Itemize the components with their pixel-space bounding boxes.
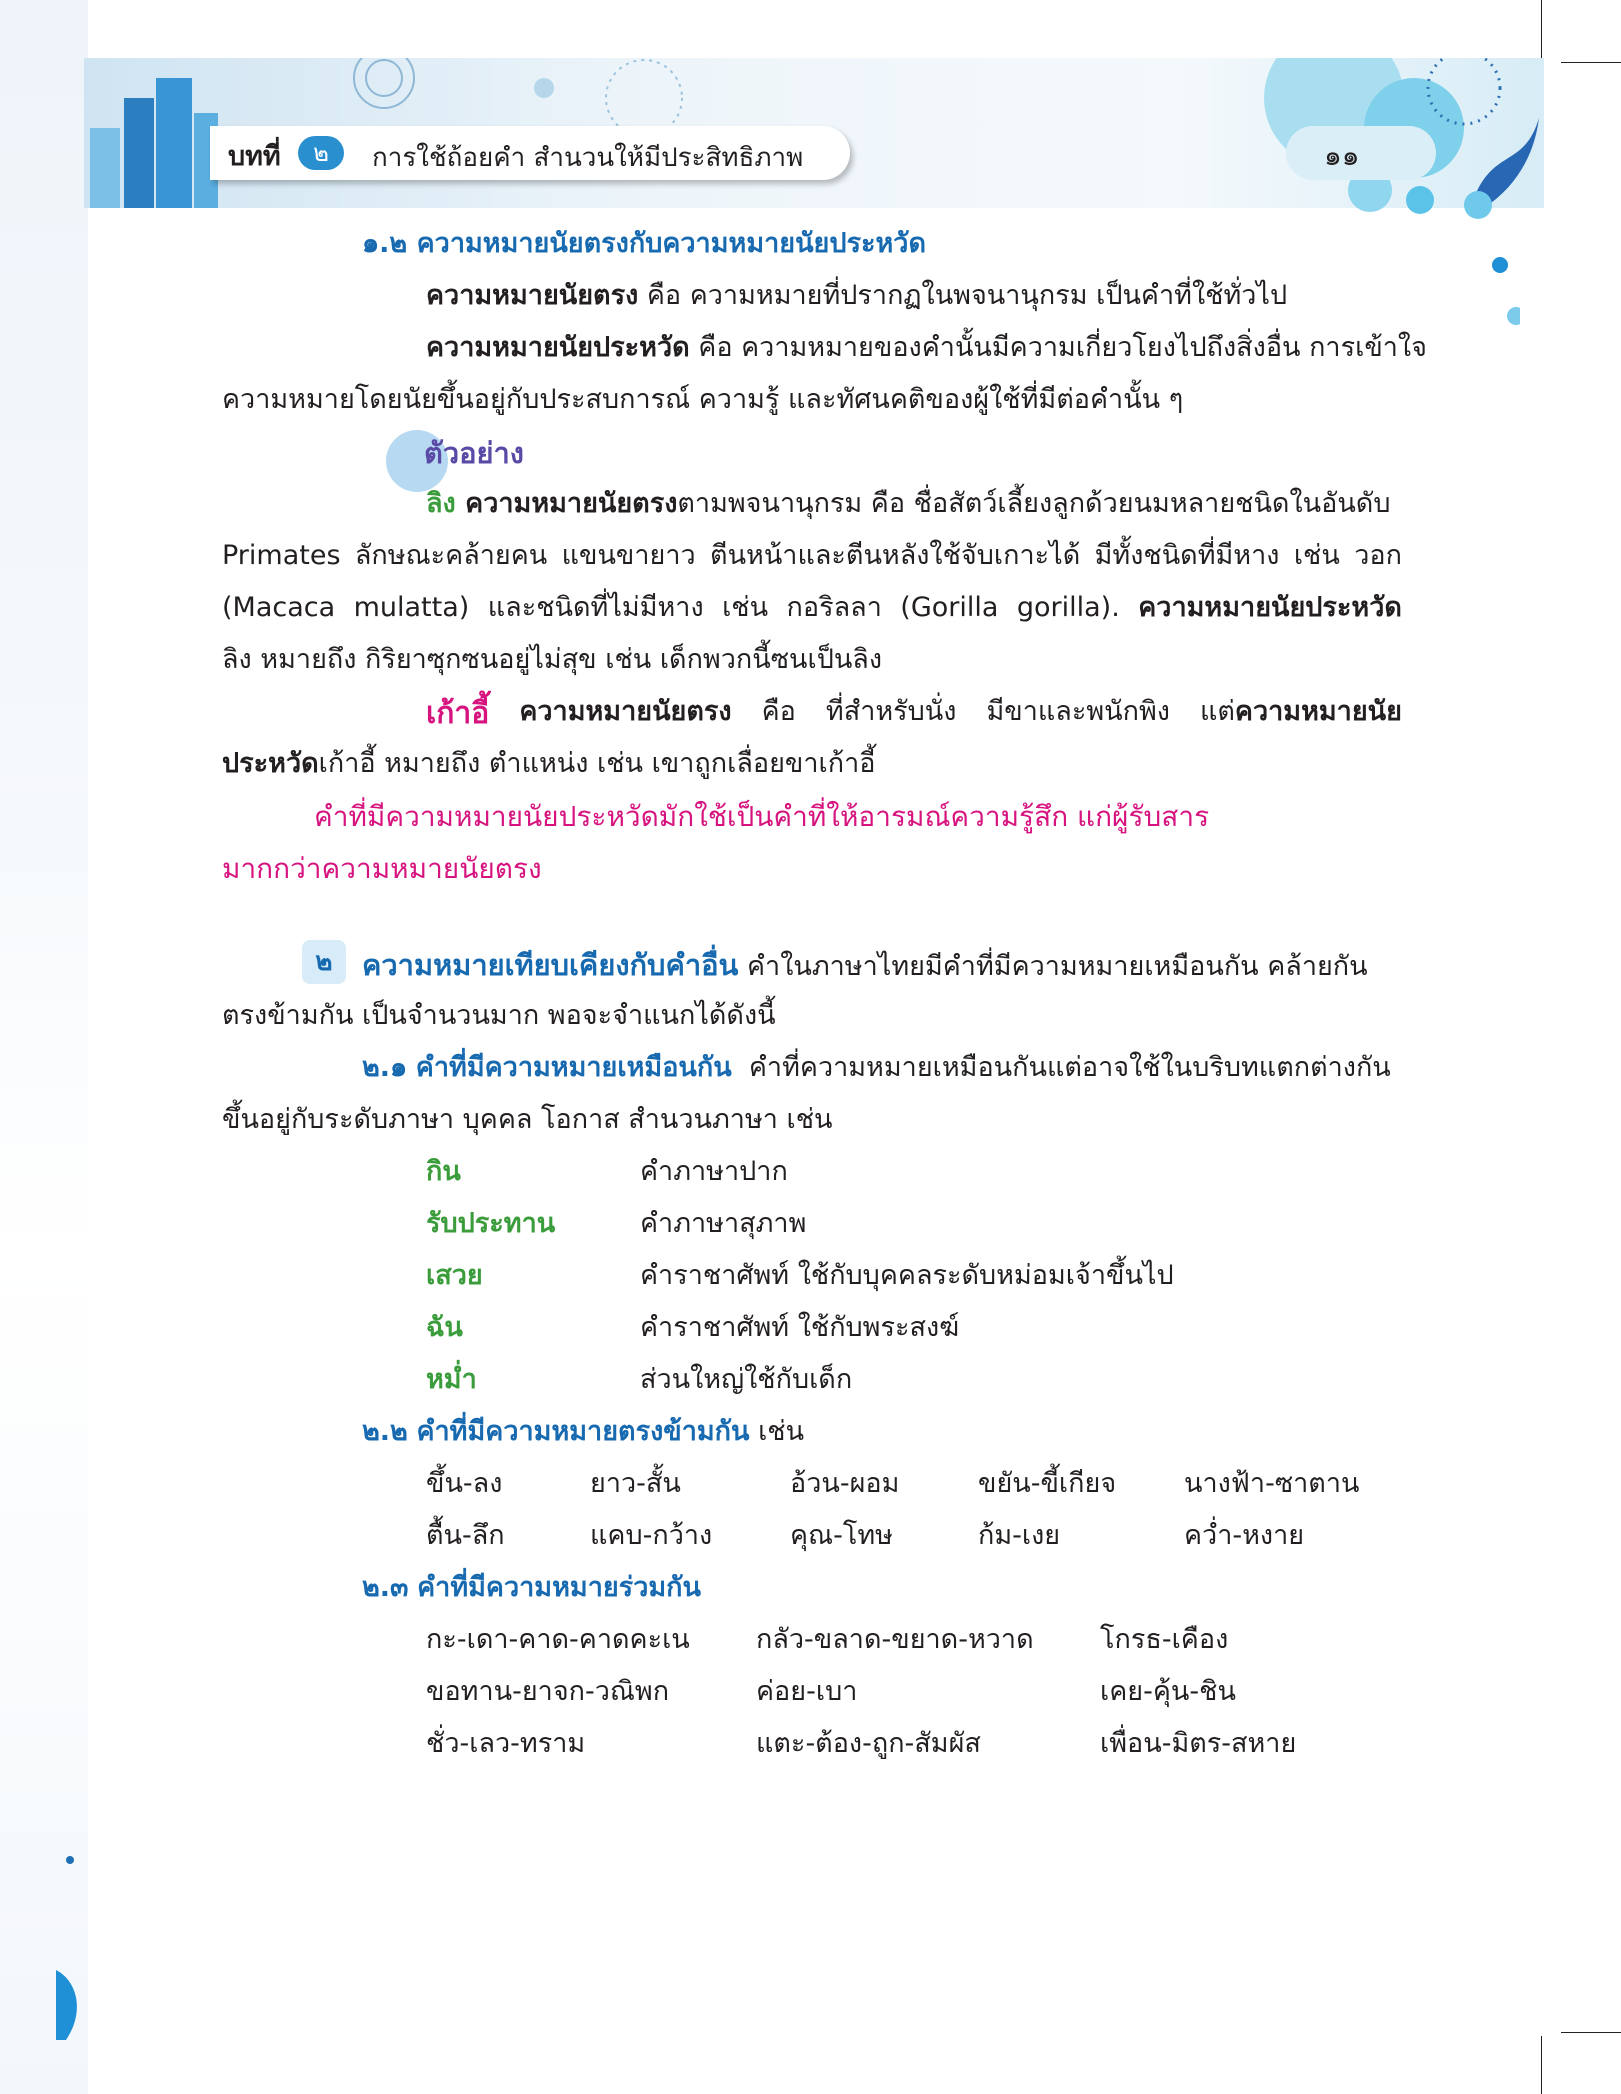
synonym-word: ฉัน (426, 1312, 463, 1343)
synonym-desc: คำภาษาสุภาพ (640, 1208, 807, 1239)
shared-word-group: ขอทาน-ยาจก-วณิพก (426, 1676, 670, 1707)
justified-line (222, 592, 1402, 624)
term: ประหวัด (222, 748, 319, 779)
word: gorilla). (1016, 592, 1120, 623)
text: เก้าอี้ หมายถึง ตำแหน่ง เช่น เขาถูกเลื่อยขาเก้าอี้ (318, 748, 876, 779)
shared-word-group: ชั่ว-เลว-ทราม (426, 1728, 586, 1759)
definition: คือ ความหมายของคำนั้นมีความเกี่ยวโยงไปถึงสิ่งอื่น การเข้าใจ (689, 332, 1427, 363)
paragraph (362, 1572, 701, 1604)
synonym-word: เสวย (426, 1260, 483, 1291)
synonym-word: หม่ำ (426, 1364, 477, 1395)
synonym-desc: คำราชาศัพท์ ใช้กับพระสงฆ์ (640, 1312, 960, 1343)
text: ตามพจนานุกรม คือ ชื่อสัตว์เลี้ยงลูกด้วยนมหลายชนิดในอันดับ (677, 488, 1391, 519)
word: คือ (761, 696, 796, 727)
paragraph (362, 948, 1368, 983)
synonym-word: รับประทาน (426, 1208, 556, 1239)
synonym-desc: ส่วนใหญ่ใช้กับเด็ก (640, 1364, 853, 1395)
paragraph: ขึ้นอยู่กับระดับภาษา บุคคล โอกาส สำนวนภาษา เช่น (222, 1104, 833, 1135)
chapter-number-badge: ๒ (298, 136, 344, 170)
text: เช่น (749, 1416, 805, 1447)
justified-line (426, 696, 1402, 732)
term: ความหมายนัยตรง (455, 488, 678, 519)
shared-word-group: โกรธ-เคือง (1100, 1624, 1229, 1655)
paragraph (426, 280, 1287, 312)
shared-word-group: กลัว-ขลาด-ขยาด-หวาด (756, 1624, 1034, 1655)
subsection-heading: คำที่มีความหมายร่วมกัน (417, 1572, 701, 1603)
subsection-heading: คำที่มีความหมายเหมือนกัน (415, 1052, 732, 1083)
antonym-pair: ตื้น-ลึก (426, 1520, 505, 1551)
shared-word-group: เคย-คุ้น-ชิน (1100, 1676, 1236, 1707)
note-text: คำที่มีความหมายนัยประหวัดมักใช้เป็นคำที่ให้อารมณ์ความรู้สึก แก่ผู้รับสาร (314, 800, 1210, 833)
left-decorative-strip (0, 0, 88, 2094)
word: มีขาและพนักพิง (986, 696, 1170, 727)
antonym-pair: แคบ-กว้าง (590, 1520, 713, 1551)
word: มีทั้งชนิดที่มีหาง (1094, 540, 1280, 571)
term: ความหมายนัย (1234, 696, 1402, 727)
crop-mark (1561, 62, 1621, 63)
synonym-desc: คำราชาศัพท์ ใช้กับบุคคลระดับหม่อมเจ้าขึ้นไป (640, 1260, 1174, 1291)
antonym-pair: ยาว-สั้น (590, 1468, 681, 1499)
shared-word-group: เพื่อน-มิตร-สหาย (1100, 1728, 1297, 1759)
example-word: ลิง (426, 488, 456, 519)
word: mulatta) (353, 592, 470, 623)
antonym-pair: คุณ-โทษ (790, 1520, 893, 1551)
bubble-decoration (1330, 170, 1520, 330)
paragraph: ความหมายโดยนัยขึ้นอยู่กับประสบการณ์ ความรู้ และทัศนคติของผู้ใช้ที่มีต่อคำนั้น ๆ (222, 384, 1184, 415)
example-word: เก้าอี้ (426, 696, 490, 731)
term: ความหมายนัยตรง (519, 696, 732, 727)
chapter-title: การใช้ถ้อยคำ สำนวนให้มีประสิทธิภาพ (372, 143, 804, 173)
subsection-heading: คำที่มีความหมายตรงข้ามกัน (416, 1416, 750, 1447)
term: ความหมายนัยประหวัด (1138, 592, 1402, 623)
shared-word-group: ค่อย-เบา (756, 1676, 858, 1707)
word: (Macaca (222, 592, 336, 623)
subsection-number: ๒.๑ (362, 1052, 408, 1083)
paragraph: ลิง หมายถึง กิริยาซุกซนอยู่ไม่สุข เช่น เด็กพวกนี้ซนเป็นลิง (222, 644, 883, 675)
word: วอก (1354, 540, 1402, 571)
antonym-pair: ก้ม-เงย (978, 1520, 1061, 1551)
crop-mark (1541, 2036, 1542, 2094)
synonym-desc: คำภาษาปาก (640, 1156, 788, 1187)
antonym-pair: อ้วน-ผอม (790, 1468, 900, 1499)
paragraph (222, 748, 876, 780)
paragraph (426, 332, 1427, 364)
synonym-word: กิน (426, 1156, 461, 1187)
term: ความหมายนัยประหวัด (426, 332, 690, 363)
word: ตีนหน้าและตีนหลังใช้จับเกาะได้ (710, 540, 1081, 571)
term: ความหมายนัยตรง (426, 280, 639, 311)
word: ที่สำหรับนั่ง (825, 696, 957, 727)
word: (Gorilla (900, 592, 999, 623)
paragraph (362, 1052, 1391, 1084)
word: ลักษณะคล้ายคน (354, 540, 548, 571)
paragraph (426, 488, 1390, 520)
text: คำในภาษาไทยมีคำที่มีความหมายเหมือนกัน คล้ายกัน (738, 951, 1368, 982)
antonym-pair: ขยัน-ขี้เกียจ (978, 1468, 1117, 1499)
corner-decoration (56, 1850, 96, 2040)
section-number-badge: ๒ (302, 940, 346, 984)
definition: คือ ความหมายที่ปรากฏในพจนานุกรม เป็นคำที่ใช้ทั่วไป (638, 280, 1288, 311)
antonym-pair: คว่ำ-หงาย (1184, 1520, 1305, 1551)
word: แขนขายาว (561, 540, 696, 571)
antonym-pair: ขึ้น-ลง (426, 1468, 503, 1499)
antonym-pair: นางฟ้า-ซาตาน (1184, 1468, 1360, 1499)
paragraph (362, 1416, 804, 1448)
note-text: มากกว่าความหมายนัยตรง (222, 852, 542, 885)
text: คำที่ความหมายเหมือนกันแต่อาจใช้ในบริบทแตกต่างกัน (748, 1052, 1391, 1083)
paragraph: ตรงข้ามกัน เป็นจำนวนมาก พอจะจำแนกได้ดังนี้ (222, 1000, 776, 1031)
page-number-badge (1286, 126, 1436, 180)
page-number: ๑๑ (1324, 139, 1360, 172)
subsection-number: ๒.๓ (362, 1572, 409, 1603)
section-heading: ๑.๒ ความหมายนัยตรงกับความหมายนัยประหวัด (362, 228, 927, 259)
subsection-number: ๒.๒ (362, 1416, 408, 1447)
word: เช่น (722, 592, 769, 623)
word: กอริลลา (786, 592, 882, 623)
shared-word-group: กะ-เดา-คาด-คาดคะเน (426, 1624, 690, 1655)
word: และชนิดที่ไม่มีหาง (487, 592, 704, 623)
word: แต่ (1199, 696, 1235, 727)
word: Primates (222, 540, 341, 571)
chapter-label: บทที่ (228, 141, 281, 172)
word: เช่น (1293, 540, 1340, 571)
section-heading: ความหมายเทียบเคียงกับคำอื่น (362, 948, 739, 982)
crop-mark (1541, 0, 1542, 58)
example-label: ตัวอย่าง (424, 436, 524, 470)
justified-line (222, 540, 1402, 572)
shared-word-group: แตะ-ต้อง-ถูก-สัมผัส (756, 1728, 981, 1759)
crop-mark (1561, 2032, 1621, 2033)
